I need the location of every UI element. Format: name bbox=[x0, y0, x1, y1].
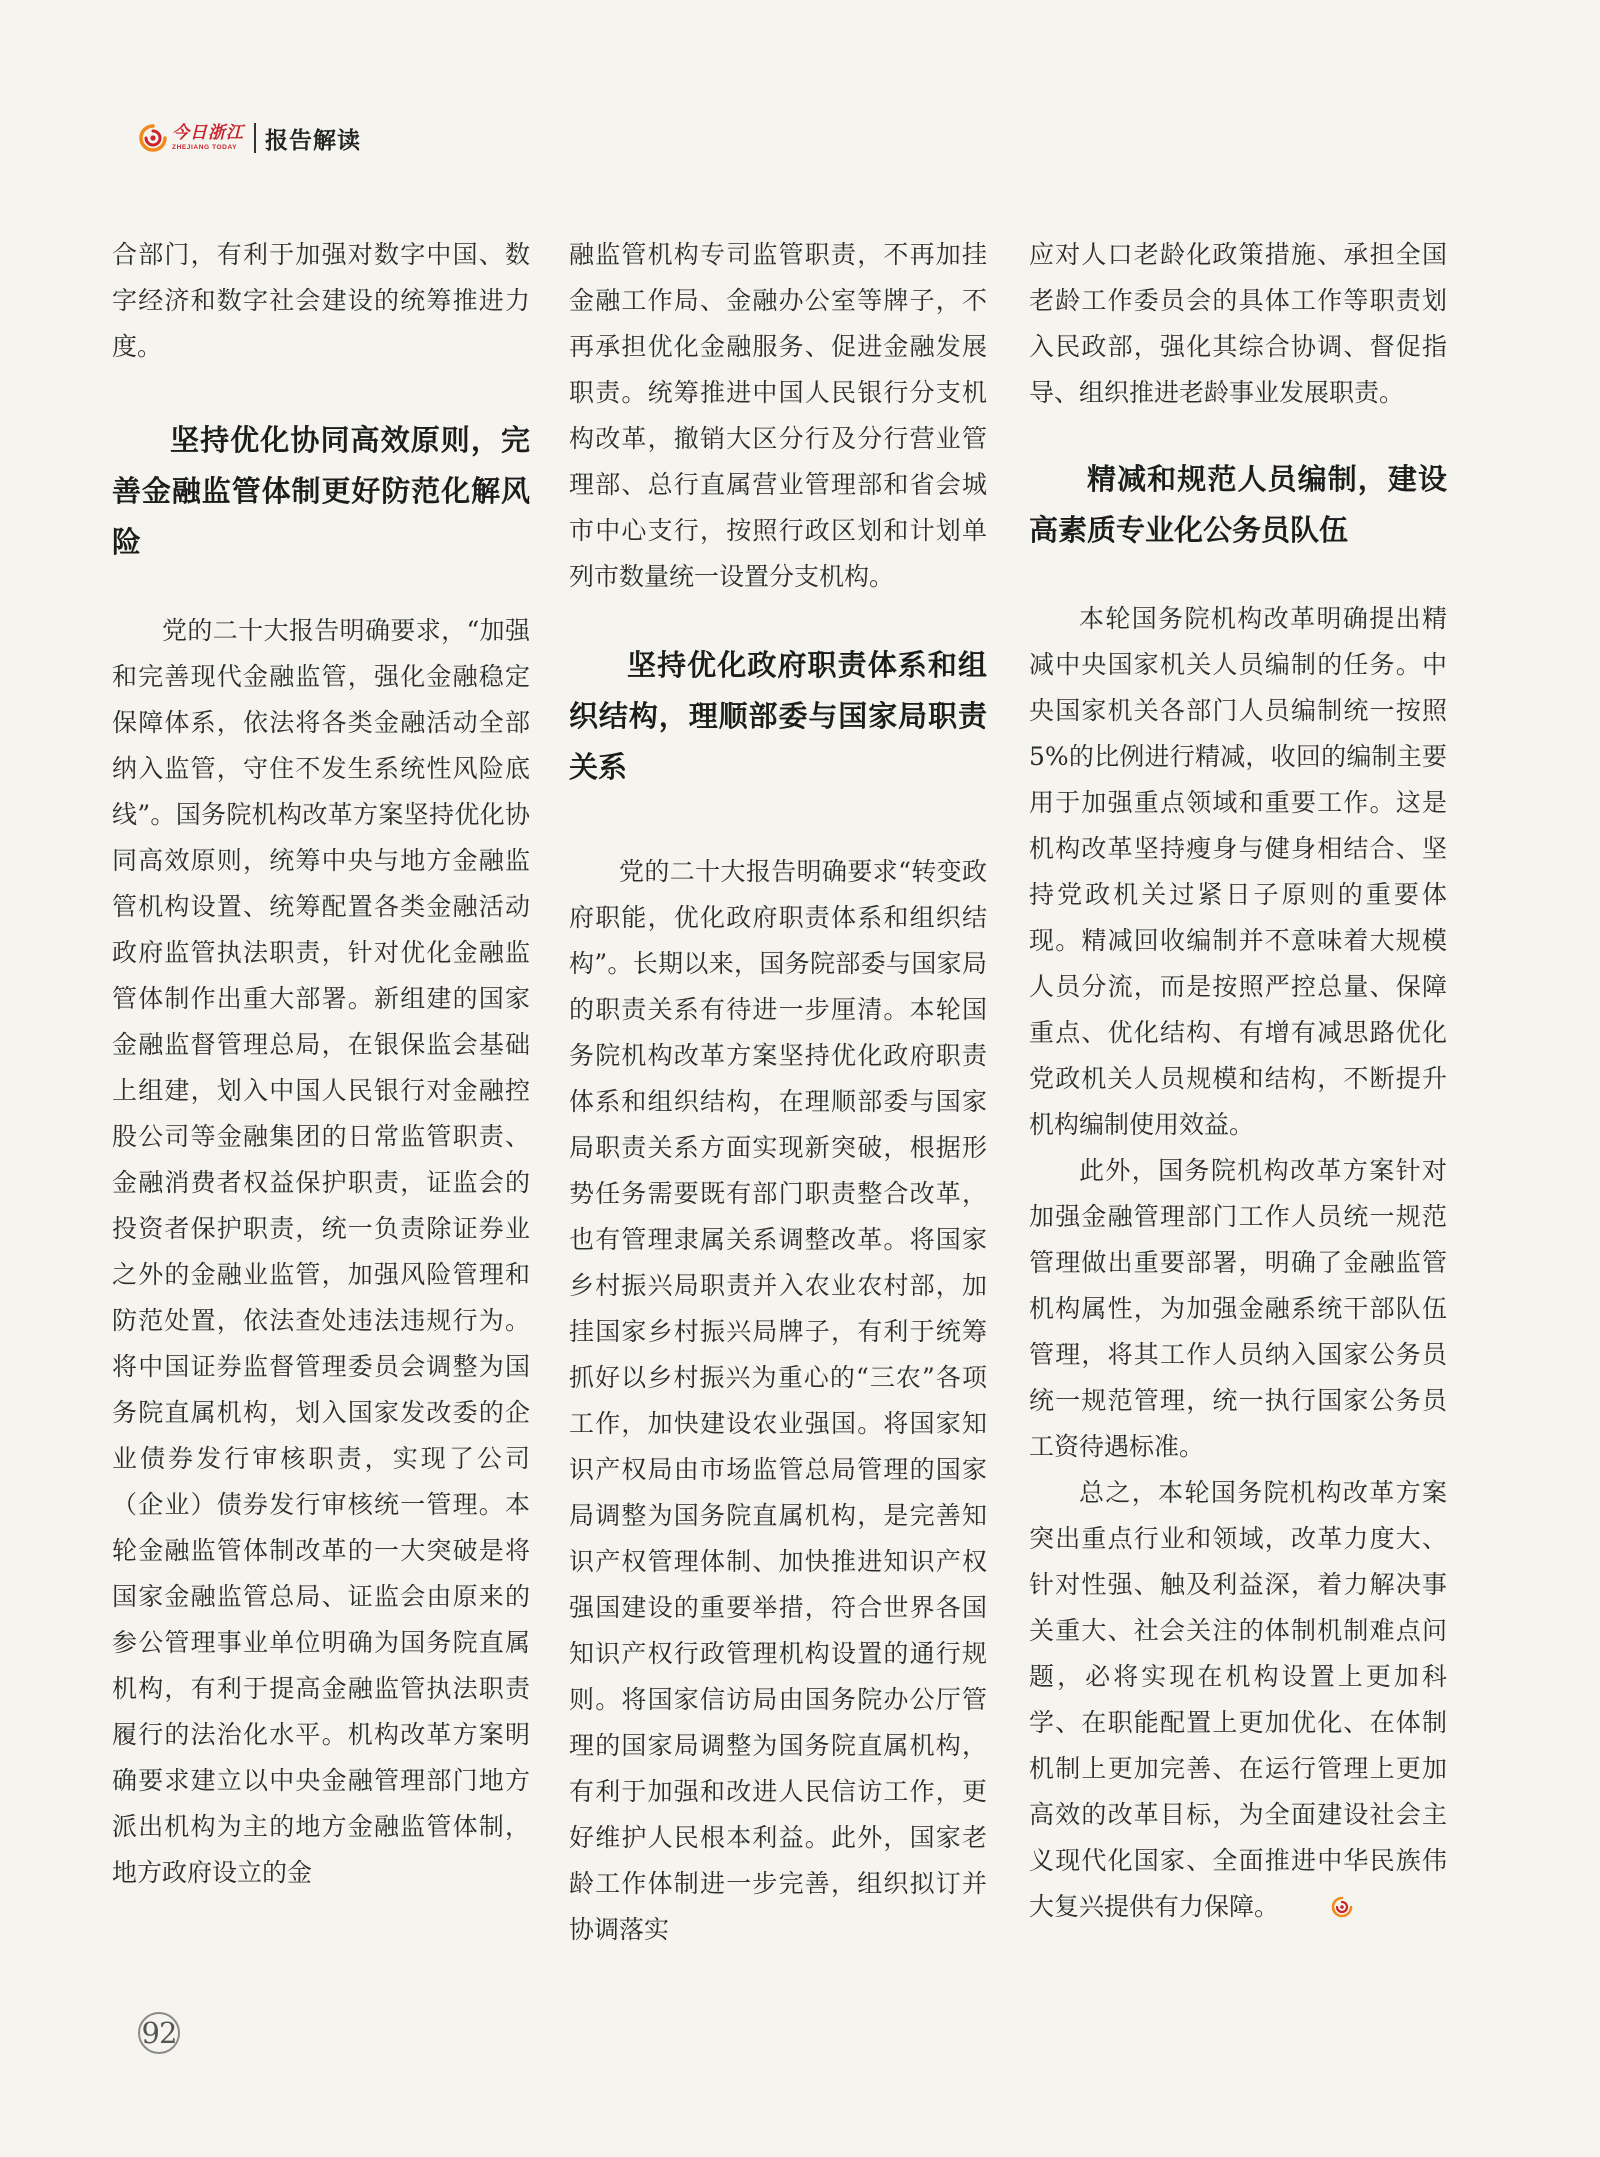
column-1-paragraph-1: 合部门，有利于加强对数字中国、数字经济和数字社会建设的统筹推进力度。 bbox=[112, 240, 530, 361]
header-divider bbox=[254, 123, 256, 153]
column-1-paragraph-2: 党的二十大报告明确要求，“加强和完善现代金融监管，强化金融稳定保障体系，依法将各类金融活动全部纳入监管，守住不发生系统性风险底线”。国务院机构改革方案坚持优化协同高效原则，统筹中央与地方金融监管机构设置、统筹配置各类金融活动政府监管执法职责，针对优化金融监管体制作出重大部署。新组建的国家金融监督管理总局，在银保监会基础上组建，划入中国人民银行对金融控股公司等金融集团的日常监管职责、金融消费者权益保护职责，证监会的投资者保护职责，统一负责除证券业之外的金融业监管，加强风险管理和防范处置，依法查处违法违规行为。将中国证券监督管理委员会调整为国务院直属机构，划入国家发改委的企业债券发行审核职责，实现了公司（企业）债券发行审核统一管理。本轮金融监管体制改革的一大突破是将国家金融监管总局、证监会由原来的参公管理事业单位明确为国务院直属机构，有利于提高金融监管执法职责履行的法治化水平。机构改革方案明确要求建立以中央金融管理部门地方派出机构为主的地方金融监管体制，地方政府设立的金 bbox=[112, 616, 530, 1887]
column-3-paragraph-2: 本轮国务院机构改革明确提出精减中央国家机关人员编制的任务。中央国家机关各部门人员编制统一按照5%的比例进行精减，收回的编制主要用于加强重点领域和重要工作。这是机构改革坚持瘦身与健身相结合、坚持党政机关过紧日子原则的重要体现。精减回收编制并不意味着大规模人员分流，而是按照严控总量、保障重点、优化结构、有增有减思路优化党政机关人员规模和结构，不断提升机构编制使用效益。 bbox=[1029, 604, 1447, 1139]
section-title: 报告解读 bbox=[265, 127, 361, 154]
column-3-paragraph-4 bbox=[1029, 1470, 1447, 1930]
article-column-3 bbox=[1029, 232, 1447, 1930]
logo-english-name: ZHEJIANG TODAY bbox=[172, 143, 238, 151]
column-3-paragraph-1: 应对人口老龄化政策措施、承担全国老龄工作委员会的具体工作等职责划入民政部，强化其综合协调、督促指导、组织推进老龄事业发展职责。 bbox=[1029, 240, 1447, 407]
zhejiang-today-logo-icon bbox=[138, 123, 168, 153]
page-number: 92 bbox=[138, 2012, 180, 2054]
column-2-heading: 坚持优化政府职责体系和组织结构，理顺部委与国家局职责关系 bbox=[569, 648, 987, 784]
column-3-paragraph-4-text: 总之，本轮国务院机构改革方案突出重点行业和领域，改革力度大、针对性强、触及利益深，着力解决事关重大、社会关注的体制机制难点问题，必将实现在机构设置上更加科学、在职能配置上更加优化、在体制机制上更加完善、在运行管理上更加高效的改革目标，为全面建设社会主义现代化国家、全面推进中华民族伟大复兴提供有力保障。 bbox=[1029, 1478, 1447, 1921]
logo-chinese-name: 今日浙江 bbox=[172, 122, 244, 143]
page-header bbox=[138, 118, 361, 158]
column-1-heading: 坚持优化协同高效原则，完善金融监管体制更好防范化解风险 bbox=[112, 423, 530, 559]
column-2-paragraph-1: 融监管机构专司监管职责，不再加挂金融工作局、金融办公室等牌子，不再承担优化金融服务、促进金融发展职责。统筹推进中国人民银行分支机构改革，撤销大区分行及分行营业管理部、总行直属营业管理部和省会城市中心支行，按照行政区划和计划单列市数量统一设置分支机构。 bbox=[569, 240, 987, 591]
article-column-1 bbox=[112, 232, 530, 1896]
end-mark-icon bbox=[1281, 1887, 1303, 1909]
column-2-paragraph-2: 党的二十大报告明确要求“转变政府职能，优化政府职责体系和组织结构”。长期以来，国务院部委与国家局的职责关系有待进一步厘清。本轮国务院机构改革方案坚持优化政府职责体系和组织结构，在理顺部委与国家局职责关系方面实现新突破，根据形势任务需要既有部门职责整合改革，也有管理隶属关系调整改革。将国家乡村振兴局职责并入农业农村部，加挂国家乡村振兴局牌子，有利于统筹抓好以乡村振兴为重心的“三农”各项工作，加快建设农业强国。将国家知识产权局由市场监管总局管理的国家局调整为国务院直属机构，是完善知识产权管理体制、加快推进知识产权强国建设的重要举措，符合世界各国知识产权行政管理机构设置的通行规则。将国家信访局由国务院办公厅管理的国家局调整为国务院直属机构，有利于加强和改进人民信访工作，更好维护人民根本利益。此外，国家老龄工作体制进一步完善，组织拟订并协调落实 bbox=[569, 857, 987, 1944]
column-3-heading: 精减和规范人员编制，建设高素质专业化公务员队伍 bbox=[1029, 462, 1447, 547]
column-3-paragraph-3: 此外，国务院机构改革方案针对加强金融管理部门工作人员统一规范管理做出重要部署，明确了金融监管机构属性，为加强金融系统干部队伍管理，将其工作人员纳入国家公务员统一规范管理，统一执行国家公务员工资待遇标准。 bbox=[1029, 1156, 1447, 1461]
magazine-logo bbox=[138, 123, 244, 153]
article-column-2 bbox=[569, 232, 987, 1953]
